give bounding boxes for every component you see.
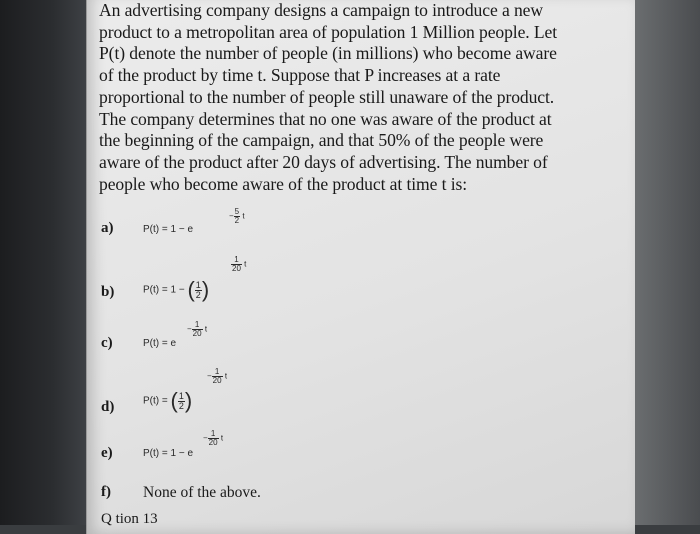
option-e-exponent: − $\frac{1}{20}$ t <box>203 429 224 447</box>
monitor-bezel-left <box>0 0 88 525</box>
option-a-label[interactable]: a) <box>101 220 114 236</box>
option-e-label[interactable]: e) <box>101 445 113 461</box>
option-c-lhs: P(t) = e <box>143 338 177 349</box>
option-f-label[interactable]: f) <box>101 484 111 500</box>
option-b-exponent: $\frac{1}{20}$ t <box>232 255 247 273</box>
option-e-formula[interactable] <box>143 448 193 459</box>
option-b-lhs: P(t) = 1 − <box>143 284 185 296</box>
next-question-heading: Q tion 13 <box>101 511 158 527</box>
option-d-lhs: P(t) = <box>143 395 168 407</box>
option-e-lhs: P(t) = 1 − e <box>143 448 194 459</box>
option-b-label[interactable]: b) <box>101 284 115 300</box>
monitor-bezel-right <box>630 0 700 525</box>
question-text: An advertising company designs a campaign to introduce a new product to a metropolitan area of population 1 Million people. Let P(t) denote the number of people (in millions) who become aware of the product by time t. Suppose that P increases at a rate proportional to the number of people still unaware of the product. The company determines that no one was aware of the product at the beginning of the campaign, and that 50% of the people were aware of the product after 20 days of advertising. The number of people who become aware of the product at time t is: <box>99 0 558 194</box>
option-c-formula[interactable] <box>143 338 176 349</box>
option-d-exponent: − $\frac{1}{20}$ t <box>207 367 228 385</box>
option-f-text[interactable]: None of the above. <box>143 484 261 501</box>
option-a-lhs: P(t) = 1 − e <box>143 224 194 235</box>
option-a-formula[interactable] <box>143 224 193 235</box>
option-c-exponent: − $\frac{1}{20}$ t <box>187 320 208 338</box>
option-a-exponent: − $\frac{5}{2}$ t <box>229 207 245 225</box>
option-c-label[interactable]: c) <box>101 335 113 351</box>
option-b-formula[interactable]: P(t) = 1 − ( $\frac{1}{2}$ ) <box>143 277 210 302</box>
option-d-formula[interactable]: P(t) = ( $\frac{1}{2}$ ) <box>143 388 193 413</box>
option-d-label[interactable]: d) <box>101 399 115 415</box>
question-panel <box>86 0 635 534</box>
